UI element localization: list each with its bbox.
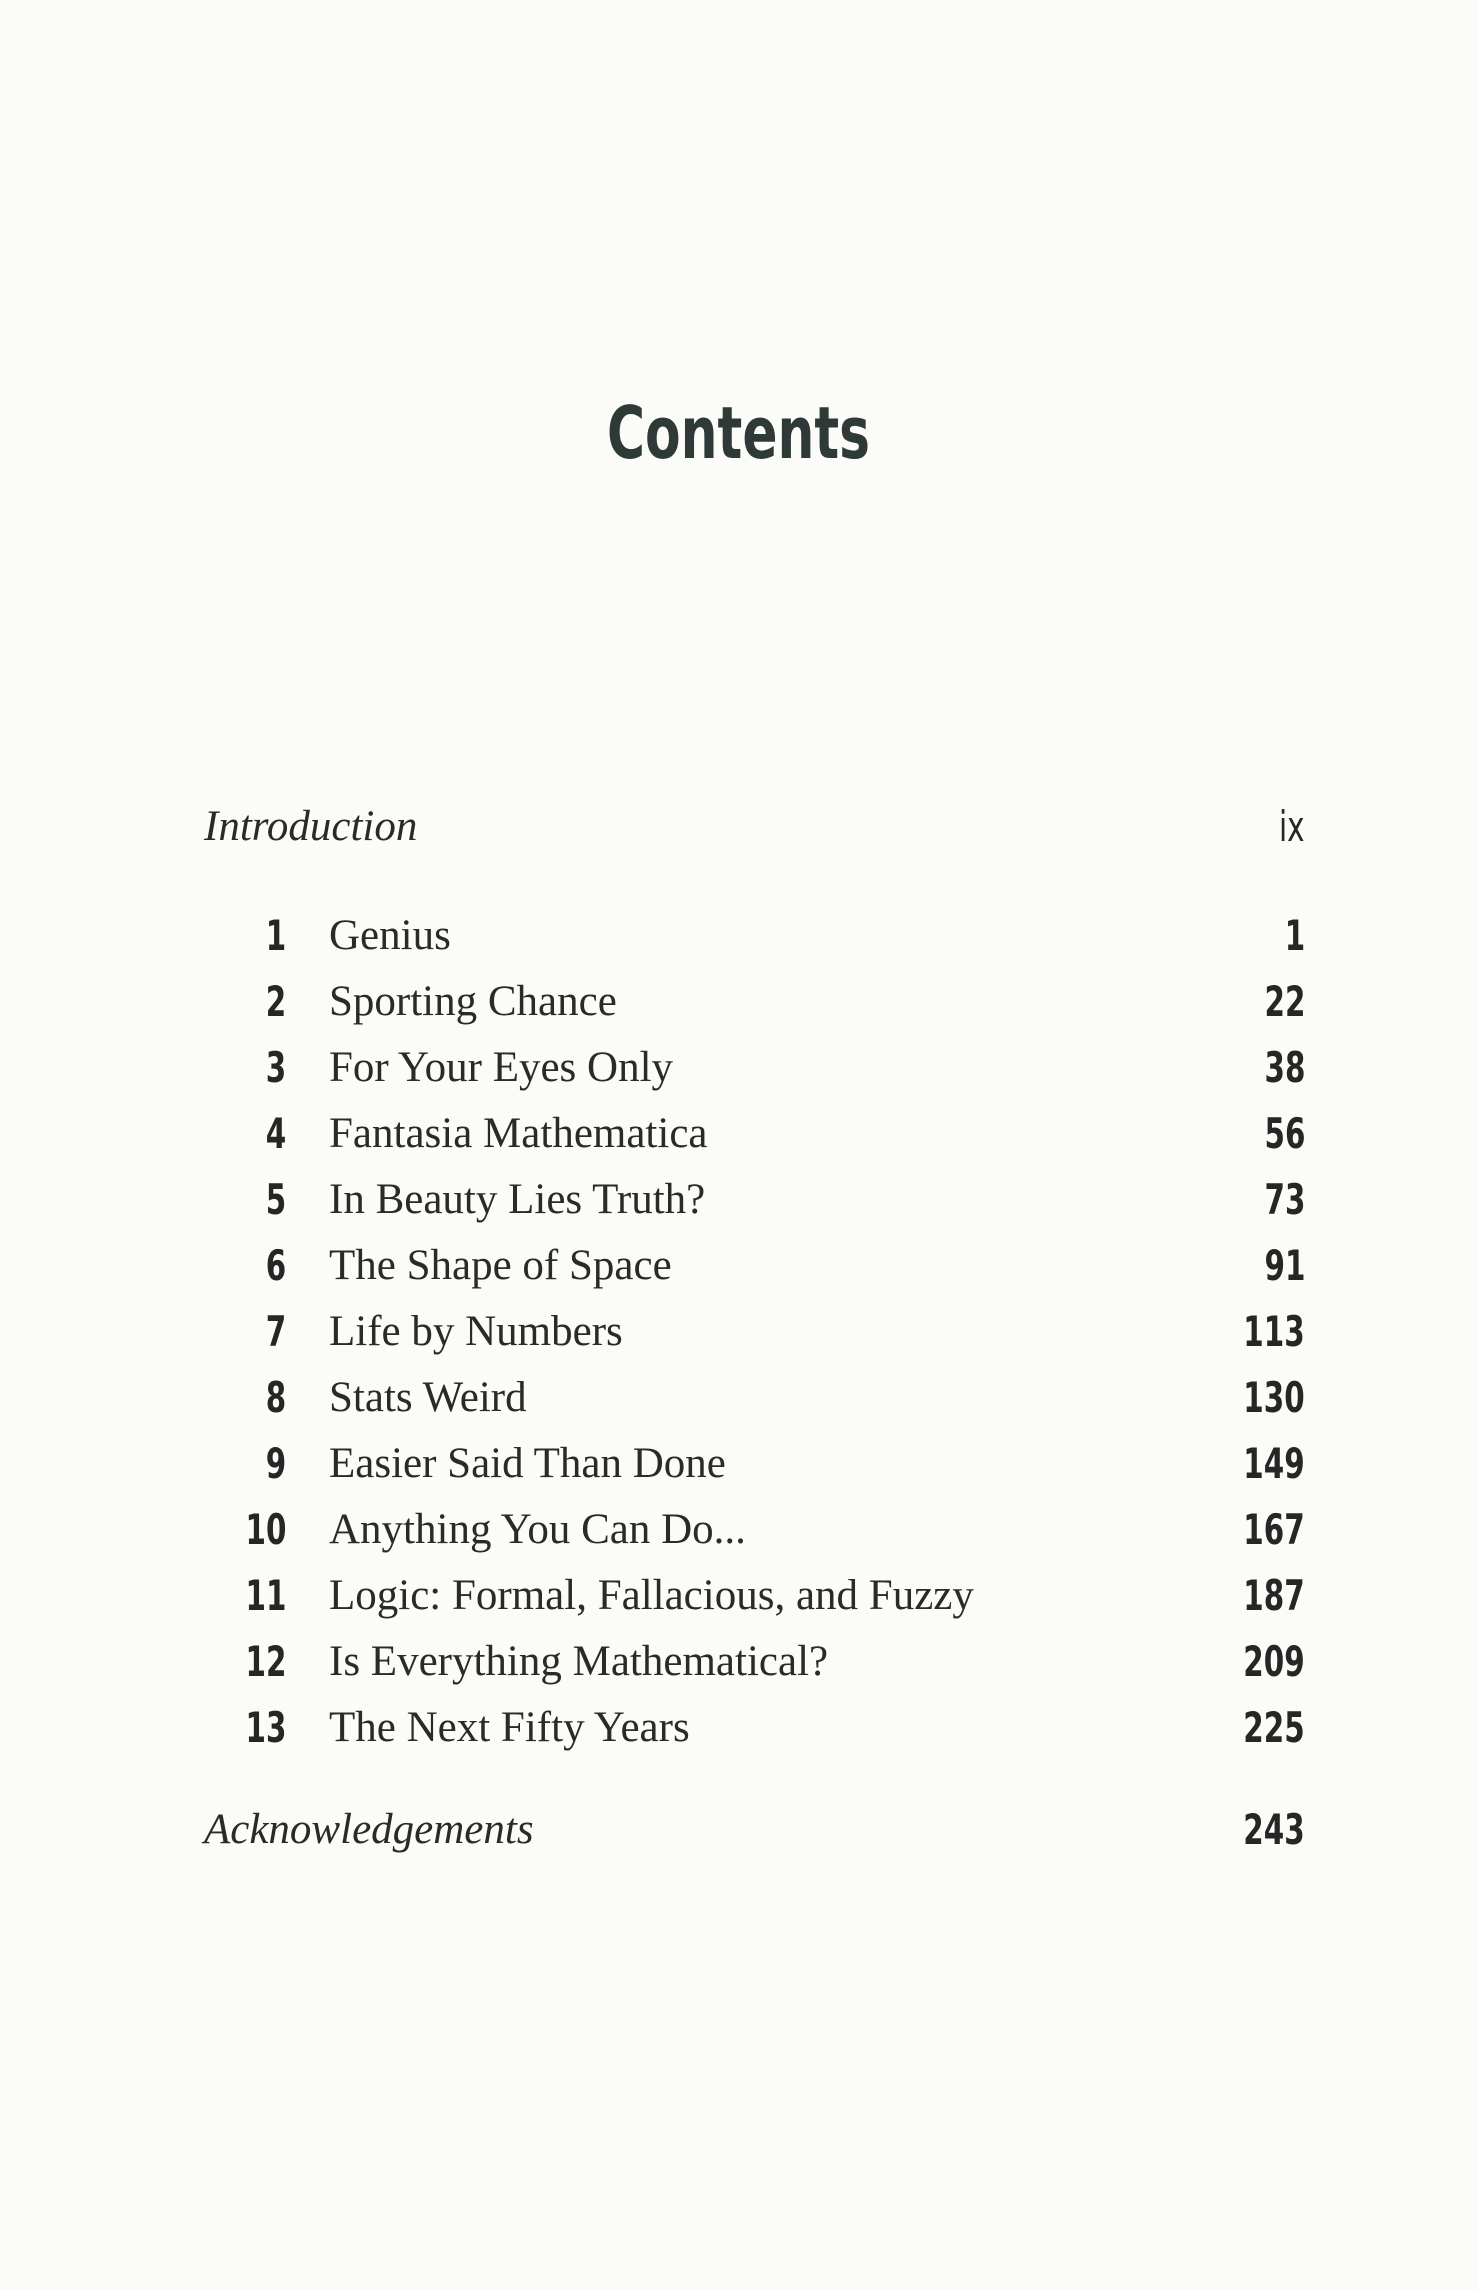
chapter-number: 10 [245,1505,286,1554]
toc-entry [0,906,1477,966]
chapter-page: 1 [1284,911,1305,960]
chapter-number: 6 [265,1241,286,1290]
chapter-page: 91 [1264,1241,1305,1290]
front-matter-page: ix [1279,802,1305,851]
front-matter-label: Introduction [204,803,418,850]
toc-entry [0,1236,1477,1296]
chapter-number: 5 [265,1175,286,1224]
toc-entry [0,972,1477,1032]
chapter-page: 187 [1243,1571,1305,1620]
chapter-number: 8 [265,1373,286,1422]
chapter-page: 225 [1243,1703,1305,1752]
chapter-page: 149 [1243,1439,1305,1488]
chapter-number: 9 [265,1439,286,1488]
toc-entry [0,1170,1477,1230]
chapter-title: Anything You Can Do... [329,1506,746,1553]
toc-entry [0,1038,1477,1098]
chapter-title: Logic: Formal, Fallacious, and Fuzzy [329,1572,974,1619]
toc-entry [0,1302,1477,1362]
chapter-number: 1 [265,911,286,960]
chapter-page: 38 [1264,1043,1305,1092]
chapter-title: Sporting Chance [329,978,617,1025]
toc-entry [0,1632,1477,1692]
chapter-number: 2 [265,977,286,1026]
chapter-title: The Shape of Space [329,1242,672,1289]
chapter-title: Is Everything Mathematical? [329,1638,829,1685]
chapter-title: Life by Numbers [329,1308,623,1355]
chapter-number: 11 [245,1571,286,1620]
chapter-title: Easier Said Than Done [329,1440,726,1487]
chapter-page: 113 [1243,1307,1305,1356]
chapter-page: 130 [1243,1373,1305,1422]
toc-entry [0,1104,1477,1164]
chapter-number: 7 [265,1307,286,1356]
toc-entry [0,1698,1477,1758]
page-title: Contents [606,391,871,475]
back-matter-page: 243 [1243,1805,1305,1854]
toc-entry [0,1434,1477,1494]
chapter-page: 209 [1243,1637,1305,1686]
toc-entry-introduction [0,797,1477,857]
chapter-number: 12 [245,1637,286,1686]
back-matter-label: Acknowledgements [204,1806,534,1853]
chapter-number: 3 [265,1043,286,1092]
chapter-number: 13 [245,1703,286,1752]
toc-entry [0,1368,1477,1428]
chapter-number: 4 [265,1109,286,1158]
chapter-title: For Your Eyes Only [329,1044,674,1091]
chapter-page: 22 [1264,977,1305,1026]
toc-entry [0,1500,1477,1560]
chapter-page: 73 [1264,1175,1305,1224]
toc-entry [0,1566,1477,1626]
chapter-title: Fantasia Mathematica [329,1110,708,1157]
chapter-title: The Next Fifty Years [329,1704,690,1751]
chapter-title: Stats Weird [329,1374,527,1421]
chapter-page: 167 [1243,1505,1305,1554]
toc-entry-acknowledgements [0,1800,1477,1860]
chapter-title: Genius [329,912,451,959]
chapter-page: 56 [1264,1109,1305,1158]
chapter-title: In Beauty Lies Truth? [329,1176,706,1223]
